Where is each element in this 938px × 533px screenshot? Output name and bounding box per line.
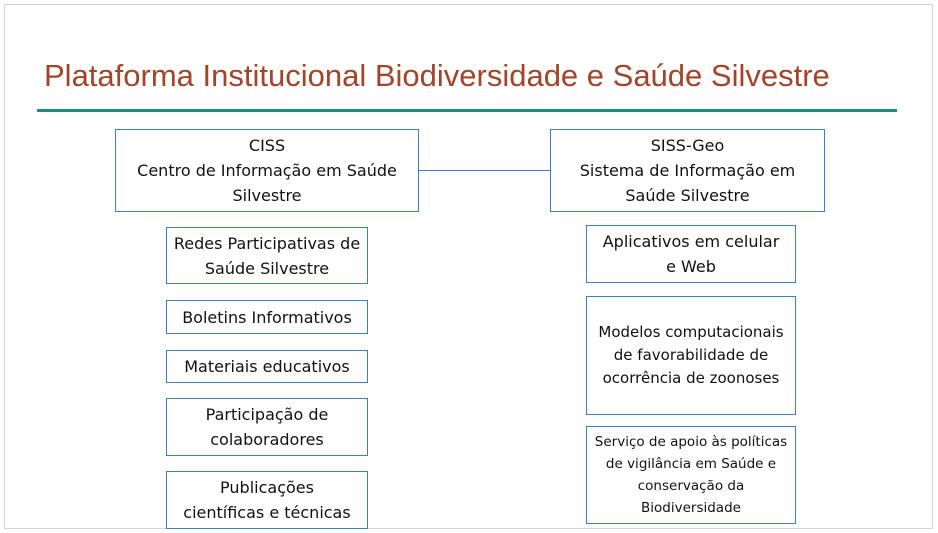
siss-item-modelos [586,296,796,415]
title-underline [37,109,897,112]
siss-item-label: Modelos computacionais de favorabilidade de ocorrência de zoonoses [598,323,784,387]
ciss-acronym: CISS [248,136,286,155]
ciss-header-box [115,129,419,212]
ciss-item-label: Boletins Informativos [182,307,352,327]
siss-item-label: Aplicativos em celular e Web [602,232,780,276]
ciss-item-label: Redes Participativas de Saúde Silvestre [173,233,361,278]
ciss-item-label: Materiais educativos [184,357,350,376]
siss-item-label: Serviço de apoio às políticas de vigilância em Saúde e conservação da Biodiversidade [594,434,788,516]
ciss-item-publicacoes [166,471,368,529]
ciss-item-label: Publicações científicas e técnicas [183,478,351,522]
header-connector-line [418,170,550,171]
ciss-item-boletins [166,300,368,334]
siss-geo-header-box [550,129,825,212]
ciss-fullname-line2: Silvestre [232,186,302,205]
ciss-item-label: Participação de colaboradores [205,405,329,449]
ciss-item-participacao [166,398,368,456]
siss-item-aplicativos [586,225,796,283]
ciss-item-redes [166,227,368,284]
siss-geo-acronym: SISS-Geo [650,136,725,155]
ciss-fullname-line1: Centro de Informação em Saúde [137,161,397,180]
ciss-item-materiais [166,350,368,383]
siss-geo-fullname-line2: Saúde Silvestre [625,186,750,205]
siss-geo-fullname-line1: Sistema de Informação em [579,161,796,180]
siss-item-servico [586,426,796,524]
slide-title: Plataforma Institucional Biodiversidade e Saúde Silvestre [44,58,830,93]
